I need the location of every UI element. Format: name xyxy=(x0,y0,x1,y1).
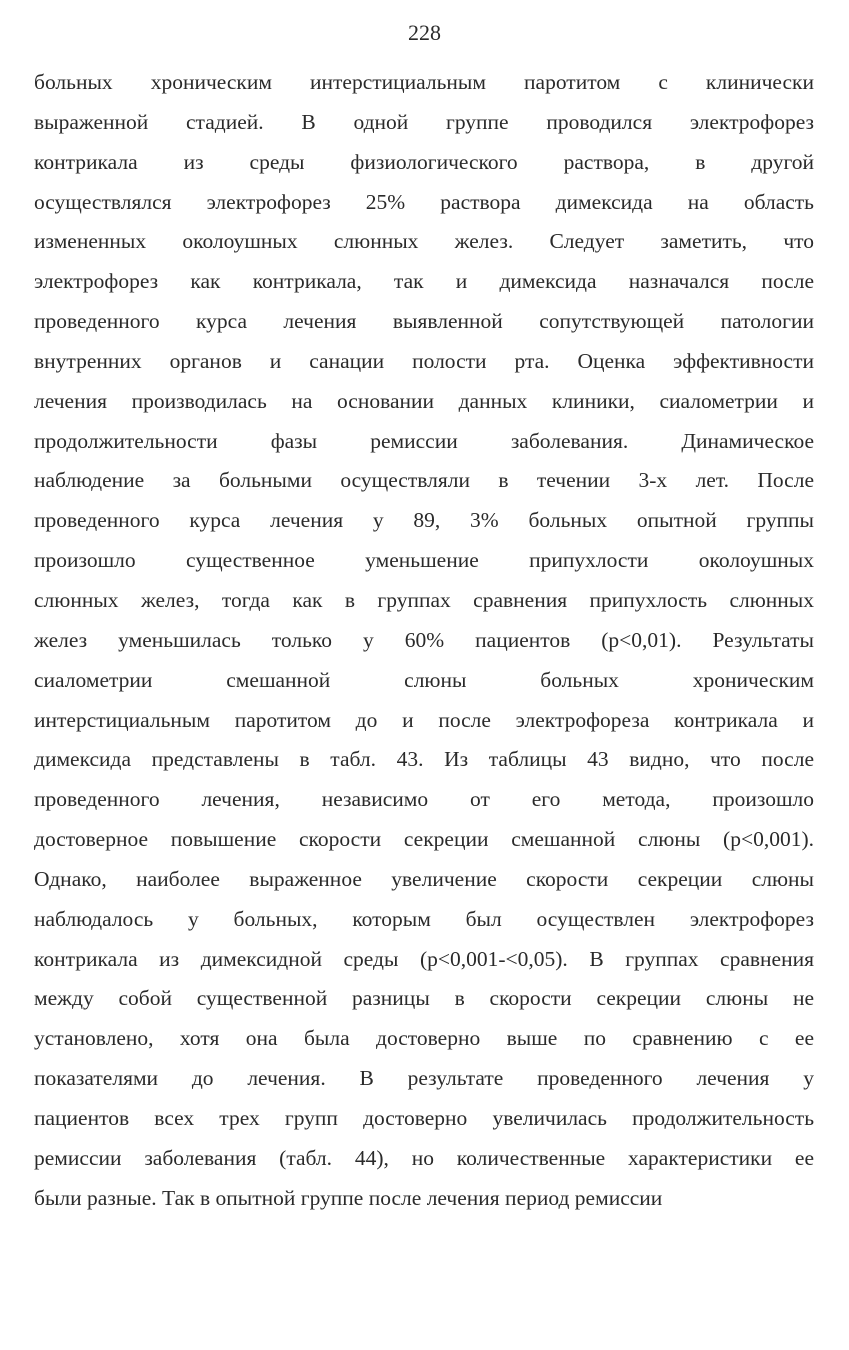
text-line: слюнных желез, тогда как в группах сравнения припухлость слюнных xyxy=(34,587,814,612)
text-line: контрикала из димексидной среды (р<0,001-<0,05). В группах сравнения xyxy=(34,946,814,971)
text-line: продолжительности фазы ремиссии заболевания. Динамическое xyxy=(34,428,814,453)
text-line: проведенного лечения, независимо от его метода, произошло xyxy=(34,787,814,812)
text-line: интерстициальным паротитом до и после электрофореза контрикала и xyxy=(34,707,814,732)
text-line: измененных околоушных слюнных желез. Следует заметить, что xyxy=(34,229,814,254)
text-line: контрикала из среды физиологического раствора, в другой xyxy=(34,149,814,174)
text-line: ремиссии заболевания (табл. 44), но количественные характеристики ее xyxy=(34,1145,814,1170)
text-line: осуществлялся электрофорез 25% раствора димексида на область xyxy=(34,189,814,214)
text-line: наблюдение за больными осуществляли в течении 3-х лет. После xyxy=(34,468,814,493)
text-line: внутренних органов и санации полости рта. Оценка эффективности xyxy=(34,348,814,373)
text-line: лечения производилась на основании данных клиники, сиалометрии и xyxy=(34,388,814,413)
text-line: пациентов всех трех групп достоверно увеличилась продолжительность xyxy=(34,1105,814,1130)
text-line: димексида представлены в табл. 43. Из таблицы 43 видно, что после xyxy=(34,747,814,772)
text-line: больных хроническим интерстициальным паротитом с клинически xyxy=(34,70,814,94)
text-line: сиалометрии смешанной слюны больных хроническим xyxy=(34,667,814,692)
text-line: проведенного курса лечения у 89, 3% больных опытной группы xyxy=(34,508,814,533)
text-line: наблюдалось у больных, которым был осуществлен электрофорез xyxy=(34,906,814,931)
text-line: выраженной стадией. В одной группе проводился электрофорез xyxy=(34,109,814,134)
body-text xyxy=(34,63,814,1218)
text-line: электрофорез как контрикала, так и димексида назначался после xyxy=(34,269,814,294)
text-line: показателями до лечения. В результате проведенного лечения у xyxy=(34,1066,814,1091)
text-line: достоверное повышение скорости секреции смешанной слюны (р<0,001). xyxy=(34,827,814,852)
text-line: между собой существенной разницы в скорости секреции слюны не xyxy=(34,986,814,1011)
text-line: проведенного курса лечения выявленной сопутствующей патологии xyxy=(34,309,814,334)
page-number: 228 xyxy=(408,20,441,45)
text-line: были разные. Так в опытной группе после лечения период ремиссии xyxy=(34,1185,663,1210)
text-line: установлено, хотя она была достоверно выше по сравнению с ее xyxy=(34,1026,814,1051)
text-line: Однако, наиболее выраженное увеличение скорости секреции слюны xyxy=(34,866,814,891)
text-line: произошло существенное уменьшение припухлости околоушных xyxy=(34,548,814,573)
text-line: желез уменьшилась только у 60% пациентов (р<0,01). Результаты xyxy=(34,627,814,652)
